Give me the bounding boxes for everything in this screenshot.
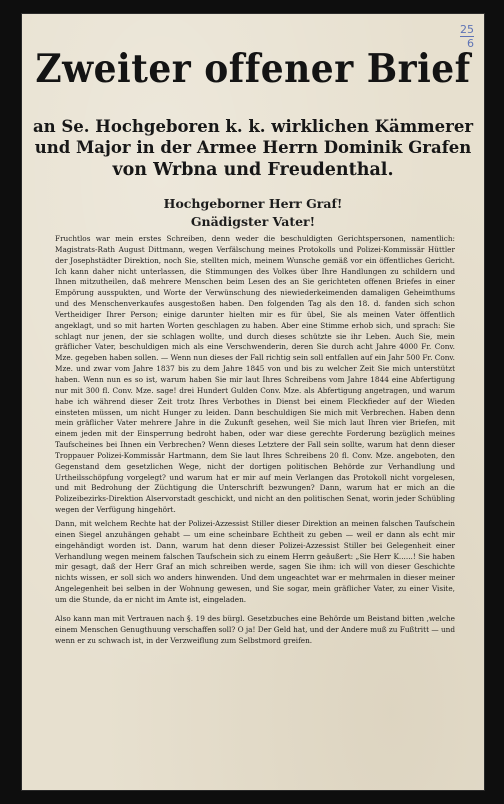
body-paragraph-3: Also kann man mit Vertrauen nach §. 19 des bürgl. Gesetzbuches eine Behörde um Beistand bitten ,welche einem Menschen Genugthuung verschaffen soll? O ja! Der Geld hat, und der Andere muß zu Fußtritt — und wenn er zu schwach ist, in der Verzweiflung zum Selbstmord greifen. [55, 614, 456, 645]
document-sheet [22, 14, 484, 790]
archive-number-bottom: 6 [460, 36, 474, 49]
body-paragraph-1: Fruchtlos war mein erstes Schreiben, denn weder die beschuldigten Gerichtspersonen, namentlich: Magistrats-Rath August Dittmann, wegen Verfälschung meines Protokolls und Polizei-Kommissär Hüttler der Josephstädter Direktion, noch Sie, stellten mich, meinem Wunsche gemäß vor ein öffentliches Gericht. Ich kann daher nicht unterlassen, die Stimmungen des Volkes über Ihre Handlungen zu schildern und Ihnen mitzutheilen, daß mehrere Menschen beim Lesen des an Sie gerichteten offenen Briefes in einer Empörung ausspukten, und Worte der Verwünschung des niewiederkeimenden damaligen Geheimthums und des Menschenverkaufes ausgestoßen haben. Den folgenden Tag als den 18. d. fanden sich schon Vertheidiger Ihrer Person; einige darunter hielten mir es für übel, Sie als meinen Vater öffentlich angeklagt, und so mit harten Worten geschlagen zu haben. Aber eine Stimme erhob sich, und sprach: Sie schlagt nur jenen, der sie schlagen wollte, und durch dieses schützte sie ihr Leben. Auch Sie, mein gräflicher Vater, beschuldigen mich als eine Verschwenderin, deren Sie durch acht Jahre 4000 Fr. Conv. Mze. gegeben haben sollen. — Wenn nun dieses der Fall richtig sein soll entfallen auf ein Jahr 500 Fr. Conv. Mze. und zwar vom Jahre 1837 bis zu dem Jahre 1845 von und bis zu welcher Zeit Sie mich unterstützt haben. Wenn nun es so ist, warum haben Sie mir laut Ihres Schreibens vom Jahre 1844 eine Abfertigung nur mit 300 fl. Conv. Mze. sage! drei Hundert Gulden Conv. Mze. als Abfertigung angetragen, und warum habe ich während dieser Zeit trotz Ihres Verbothes in Dienst bei einem Fleckfieder auf der Wieden einsteten müssen, um nicht Hunger zu leiden. Dann beschuldigen Sie mich mit Verbrechen. Haben denn mein gräflicher Vater mehrere Jahre in die Zukunft gesehen, weil Sie mich laut Ihren vier Briefen, mit einem jeden mit der Einsperrung bedroht haben, oder war diese gerechte Forderung bezüglich meines Taufscheines bei Ihnen ein Verbrechen? Wenn dieses Letztere der Fall sein sollte, warum hat denn dieser Troppauer Polizei-Kommissär Hartmann, dem Sie laut Ihres Schreibens 20 fl. Conv. Mze. angeboten, den Gegenstand dem gesetzlichen Wege, nicht der dortigen politischen Behörde zur Verhandlung und Urtheilsschöpfung vorgelegt? und warum hat er mir auf mein Verlangen das Protokoll nicht vorgelesen, und mit Bedrohung der Züchtigung die Unterschrift bezwungen? Dann, warum hat er mich an die Polizeibezirks-Direktion Alservorstadt geschickt, und nicht an den politischen Senat, worin jeder Schübling wegen der Verfügung hingehört. [55, 234, 455, 515]
salutation-line-1: Hochgeborner Herr Graf! [163, 196, 343, 211]
salutation-line-2: Gnädigster Vater! [190, 214, 316, 229]
subtitle-line-1: an Se. Hochgeboren k. k. wirklichen Kämmerer [32, 117, 474, 136]
subtitle-line-3: von Wrbna und Freudenthal. [112, 160, 394, 180]
body-paragraph-2: Dann, mit welchem Rechte hat der Polizei-Azzessist Stiller dieser Direktion an meinen falschen Taufschein einen Siegel anzuhängen gehabt — um eine scheinbare Echtheit zu geben — weil er dann als echt mir eingehändigt worden ist. Dann, warum hat denn dieser Polizei-Azzessist Stiller bei Gelegenheit einer Verhandlung wegen meinem falschen Taufschein sich zu einem Herrn geäußert: „Sie Herr K......! Sie haben mir gesagt, daß der Herr Graf an mich schreiben werde, sagen Sie ihm: ich will von dieser Geschichte nichts wissen, er soll sich wo anders hinwenden. Und dem ungeachtet war er mehrmalen in dieser meiner Angelegenheit bei selben in der Wohnung gewesen, und Sie sogar, mein gräflicher Vater, zu einer Visite, um die Stunde, da er nicht im Amte ist, eingeladen. [55, 519, 455, 604]
archive-number-top: 25 [460, 23, 474, 36]
document-title: Zweiter offener Brief [35, 45, 471, 93]
subtitle-line-2: und Major in der Armee Herrn Dominik Grafen [34, 138, 472, 157]
